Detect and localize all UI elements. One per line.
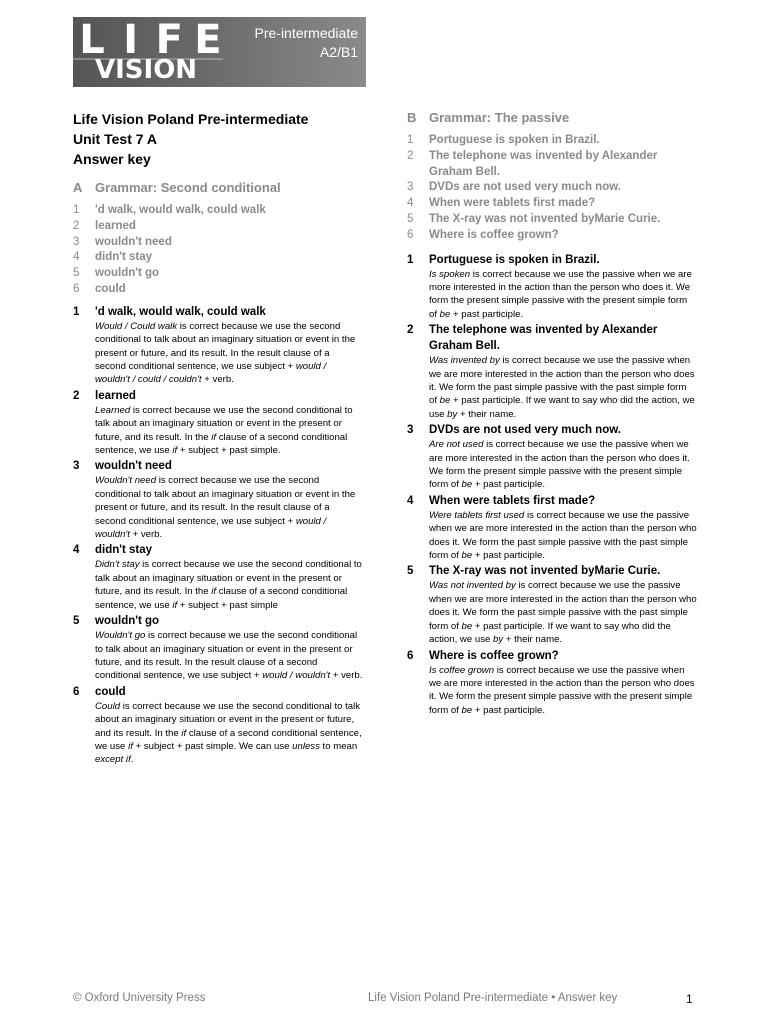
section-b-explanations	[407, 252, 697, 718]
answer-number: 4	[407, 197, 414, 210]
answer-text: The telephone was invented by Alexander Graham Bell.	[429, 149, 658, 178]
answer-number: 4	[73, 251, 80, 264]
answer-item	[73, 266, 363, 282]
answer-item	[73, 219, 363, 235]
explanation-item	[407, 252, 697, 322]
answer-text: 'd walk, would walk, could walk	[95, 204, 266, 216]
explanation-answer: 'd walk, would walk, could walk	[95, 305, 266, 318]
level-cefr: A2/B1	[319, 44, 358, 60]
answer-number: 5	[407, 212, 414, 225]
answer-text: DVDs are not used very much now.	[429, 181, 621, 194]
explanation-text: Was not invented by is correct because we use the passive when we are more interested in the action than the person who does it. We form the past simple passive with the past simple form of be + past participle. If we want to say who did the action, we use by + their name.	[429, 580, 697, 646]
explanation-number: 2	[407, 324, 414, 337]
level-label	[255, 24, 359, 62]
answer-item	[73, 250, 363, 266]
answer-number: 2	[73, 219, 80, 232]
explanation-text: Were tablets first used is correct because we use the passive when we are more interested in the action than the person who does it. We form the past simple passive with the past simple form of be + past participle.	[429, 509, 697, 562]
answer-number: 3	[407, 181, 414, 194]
explanation-number: 6	[73, 685, 80, 698]
page-title: Life Vision Poland Pre-intermediate Unit Test 7 A Answer key	[73, 111, 309, 167]
explanation-text: Learned is correct because we use the second conditional to talk about an imaginary situation or event in the present or future, and its result. In the if clause of a second conditional sentence, we use if + subject + past simple.	[95, 404, 353, 457]
explanation-number: 4	[73, 544, 80, 557]
footer-book-title: Life Vision Poland Pre-intermediate • Answer key	[368, 992, 618, 1004]
explanation-item	[73, 684, 363, 767]
logo-life: L I F E	[79, 17, 222, 63]
explanation-answer: Portuguese is spoken in Brazil.	[429, 253, 600, 266]
answer-number: 6	[407, 228, 414, 241]
answer-text: learned	[95, 219, 136, 232]
explanation-item	[407, 422, 697, 492]
explanation-text: Could is correct because we use the second conditional to talk about an imaginary situation or event in the present or future, and its result. In the if clause of a second conditional sentence, we use if + subject + past simple. We can use unless to mean except if.	[95, 700, 362, 766]
answer-number: 3	[73, 235, 80, 248]
explanation-text: Is coffee grown is correct because we use the passive when we are more interested in the action than the person who does it. We form the present simple passive with the present simple form of be + past participle.	[429, 664, 695, 716]
explanation-answer: Where is coffee grown?	[429, 649, 559, 662]
explanation-answer: DVDs are not used very much now.	[429, 424, 621, 437]
explanation-number: 3	[73, 460, 80, 473]
explanation-number: 1	[73, 305, 80, 318]
section-a-answer-list	[73, 203, 363, 298]
answer-item	[73, 282, 363, 298]
explanation-item	[73, 304, 363, 387]
section-a-heading: A Grammar: Second conditional	[73, 180, 281, 195]
explanation-item	[73, 613, 363, 683]
explanation-answer: didn't stay	[95, 544, 153, 557]
explanation-answer: The X-ray was not invented byMarie Curie.	[429, 565, 661, 578]
answer-item	[73, 203, 363, 219]
answer-item	[73, 235, 363, 251]
explanation-item	[407, 563, 697, 646]
explanation-item	[73, 542, 363, 612]
answer-text: When were tablets first made?	[429, 197, 596, 210]
section-b-answer-list	[407, 133, 697, 244]
page-number: 1	[686, 992, 693, 1006]
explanation-text: Didn't stay is correct because we use the second conditional to talk about an imaginary situation or event in the present or future, and its result. In the if clause of a second conditional sentence, we use if + subject + past simple	[95, 559, 362, 611]
explanation-text: Are not used is correct because we use the passive when we are more interested in the action than the person who does it. We form the present simple passive with the present simple form of be + past participle.	[429, 439, 690, 491]
explanation-text: Wouldn't need is correct because we use the second conditional to talk about an imaginary situation or event in the present or future, and its result. In the result clause of a second conditional sentence, we use subject + would / wouldn't + verb.	[95, 475, 356, 541]
answer-number: 1	[407, 134, 414, 146]
level-name: Pre-intermediate	[254, 25, 358, 41]
explanation-number: 6	[407, 649, 414, 662]
explanation-text: Was invented by is correct because we use the passive when we are more interested in the action than the person who does it. We form the past simple passive with the past simple form of be + past participle. If we want to say who did the action, we use by + their name.	[429, 355, 695, 420]
explanation-text: Is spoken is correct because we use the passive when we are more interested in the action than the person who does it. We form the present simple passive with the present simple form of be + past participle.	[429, 268, 692, 320]
explanation-item	[73, 458, 363, 541]
section-b-heading: B Grammar: The passive	[407, 110, 570, 125]
explanation-number: 3	[407, 424, 414, 437]
answer-text: didn't stay	[95, 251, 153, 264]
explanation-text: Wouldn't go is correct because we use the second conditional to talk about an imaginary situation or event in the present or future, and its result. In the result clause of a second conditional sentence, we use subject + would / wouldn't + verb.	[95, 630, 363, 682]
explanation-number: 2	[73, 389, 80, 402]
answer-text: wouldn't go	[95, 267, 160, 280]
answer-number: 2	[407, 149, 414, 162]
explanation-item	[73, 388, 363, 458]
answer-number: 6	[73, 282, 80, 295]
explanation-answer: wouldn't go	[95, 615, 160, 628]
explanation-answer: wouldn't need	[95, 460, 172, 473]
explanation-answer: learned	[95, 389, 136, 402]
answer-item	[407, 212, 697, 228]
explanation-number: 5	[407, 565, 414, 578]
explanation-number: 5	[73, 615, 80, 628]
answer-item	[407, 228, 697, 244]
explanation-answer: When were tablets first made?	[429, 494, 596, 507]
answer-item	[407, 180, 697, 196]
answer-text: The X-ray was not invented byMarie Curie.	[429, 212, 661, 225]
header-banner	[73, 17, 366, 87]
left-column	[73, 109, 363, 768]
logo-vision: VISION	[95, 55, 198, 85]
explanation-item	[407, 648, 697, 718]
section-a-explanations	[73, 304, 363, 767]
answer-number: 1	[73, 204, 80, 216]
explanation-item	[407, 493, 697, 563]
answer-text: could	[95, 282, 126, 295]
answer-text: wouldn't need	[95, 235, 172, 248]
answer-item	[407, 196, 697, 212]
explanation-number: 1	[407, 253, 414, 266]
answer-number: 5	[73, 267, 80, 280]
answer-text: Portuguese is spoken in Brazil.	[429, 134, 600, 146]
explanation-item	[407, 322, 697, 421]
answer-item	[407, 133, 697, 149]
answer-text: Where is coffee grown?	[429, 228, 559, 241]
explanation-text: Would / Could walk is correct because we use the second conditional to talk about an imaginary situation or event in the present or future, and its result. In the result clause of a second conditional sentence, we use subject + would / wouldn't / could / couldn't + verb.	[95, 320, 356, 386]
explanation-answer: could	[95, 685, 126, 698]
right-column	[407, 109, 697, 718]
explanation-number: 4	[407, 494, 414, 507]
explanation-answer: The telephone was invented by Alexander Graham Bell.	[429, 324, 658, 353]
footer-copyright: © Oxford University Press	[73, 992, 206, 1004]
answer-item	[407, 149, 697, 181]
